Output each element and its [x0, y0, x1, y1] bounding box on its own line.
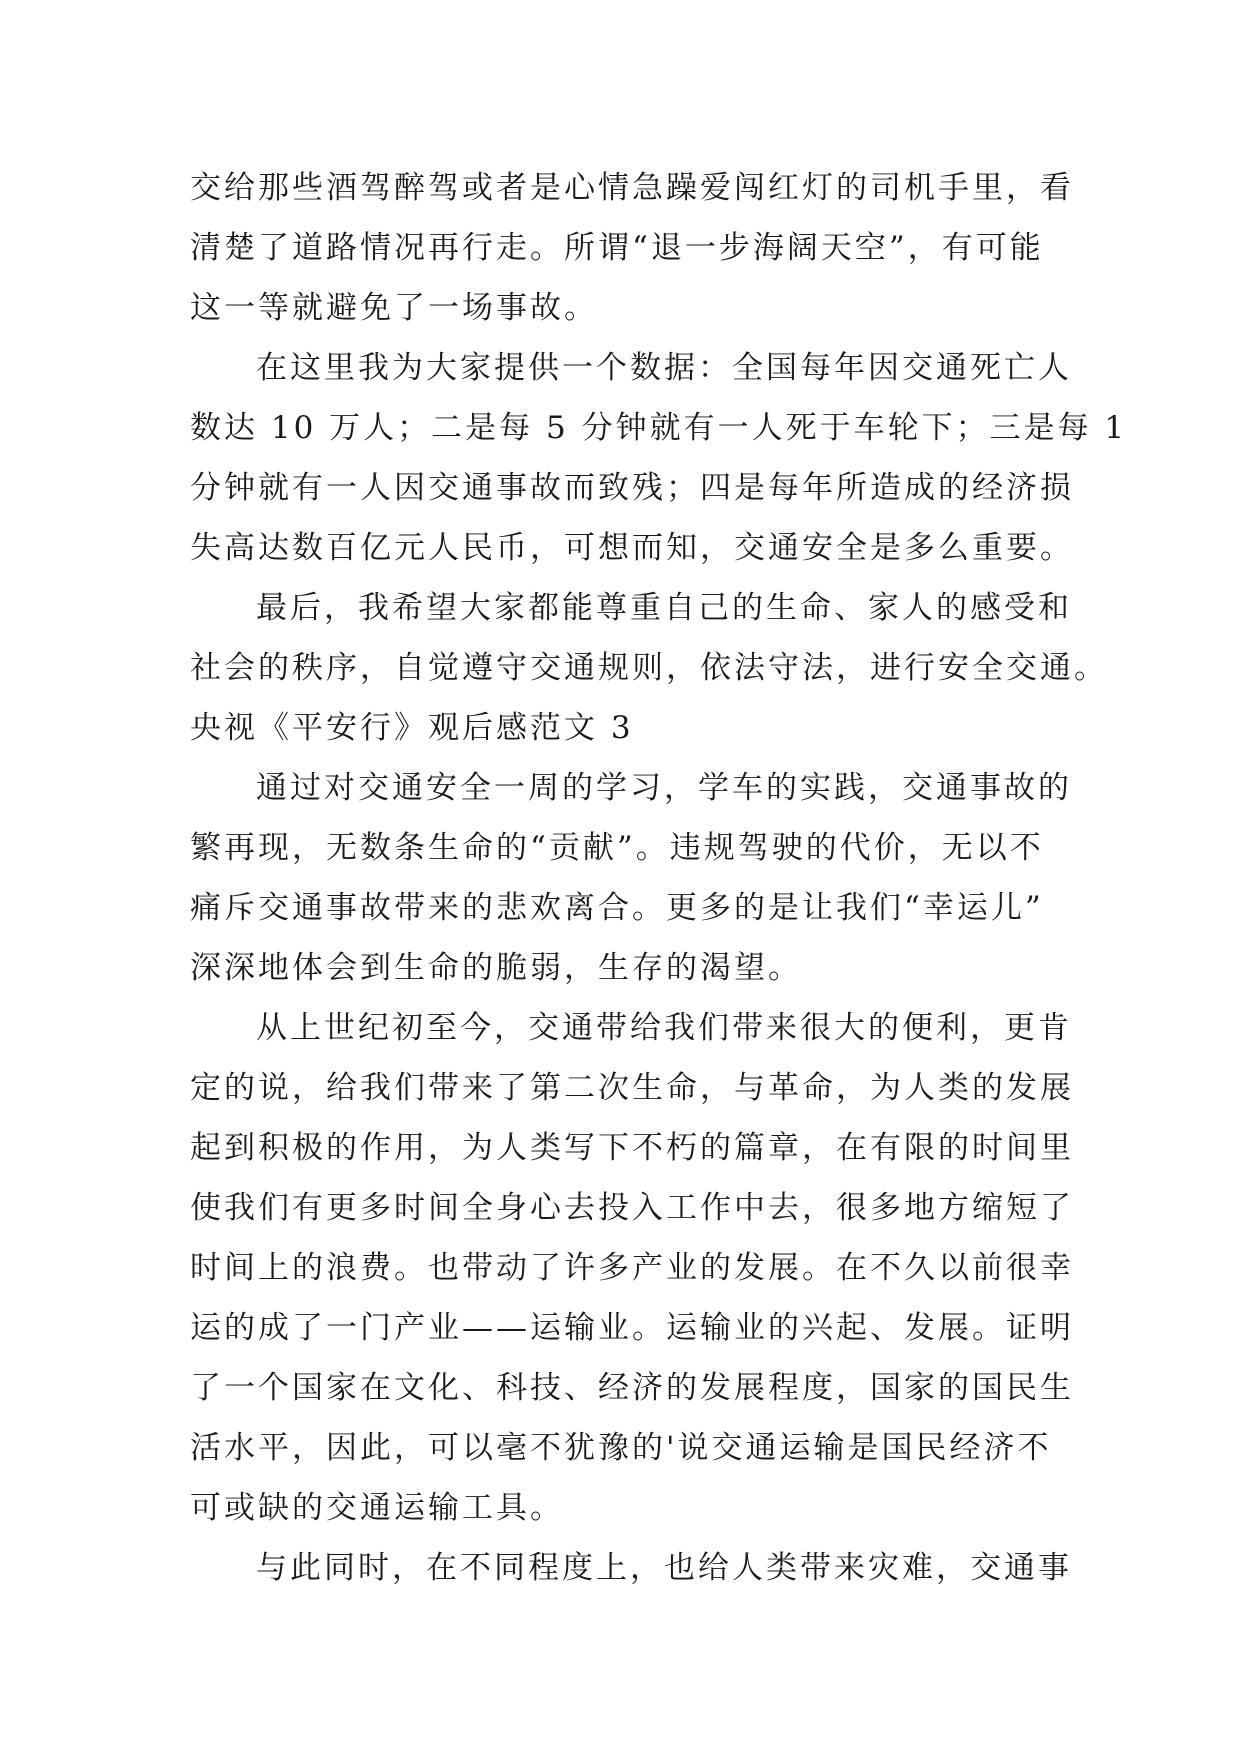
paragraph-line: 交给那些酒驾醉驾或者是心情急躁爱闯红灯的司机手里，看	[190, 170, 1074, 206]
paragraph-line: 失高达数百亿元人民币，可想而知，交通安全是多么重要。	[190, 530, 1074, 566]
section-heading: 央视《平安行》观后感范文 3	[190, 710, 634, 746]
paragraph-line: 这一等就避免了一场事故。	[190, 290, 598, 326]
paragraph-line: 数达 10 万人；二是每 5 分钟就有一人死于车轮下；三是每 1	[190, 410, 1128, 446]
paragraph-line: 可或缺的交通运输工具。	[190, 1490, 564, 1526]
paragraph-line: 使我们有更多时间全身心去投入工作中去，很多地方缩短了	[190, 1190, 1074, 1226]
paragraph-line: 痛斥交通事故带来的悲欢离合。更多的是让我们“幸运儿”	[190, 890, 1044, 926]
paragraph-line: 繁再现，无数条生命的“贡献”。违规驾驶的代价，无以不	[190, 830, 1044, 866]
paragraph-line: 深深地体会到生命的脆弱，生存的渴望。	[190, 950, 802, 986]
paragraph-line: 起到积极的作用，为人类写下不朽的篇章，在有限的时间里	[190, 1130, 1074, 1166]
paragraph-line: 社会的秩序，自觉遵守交通规则，依法守法，进行安全交通。	[190, 650, 1108, 686]
paragraph-line: 从上世纪初至今，交通带给我们带来很大的便利，更肯	[256, 1010, 1072, 1046]
paragraph-line: 了一个国家在文化、科技、经济的发展程度，国家的国民生	[190, 1370, 1074, 1406]
paragraph-line: 分钟就有一人因交通事故而致残；四是每年所造成的经济损	[190, 470, 1074, 506]
paragraph-line: 清楚了道路情况再行走。所谓“退一步海阔天空”，有可能	[190, 230, 1044, 266]
paragraph-line: 通过对交通安全一周的学习，学车的实践，交通事故的	[256, 770, 1072, 806]
paragraph-line: 最后，我希望大家都能尊重自己的生命、家人的感受和	[256, 590, 1072, 626]
paragraph-line: 与此同时，在不同程度上，也给人类带来灾难，交通事	[256, 1550, 1072, 1586]
paragraph-line: 时间上的浪费。也带动了许多产业的发展。在不久以前很幸	[190, 1250, 1074, 1286]
paragraph-line: 活水平，因此，可以毫不犹豫的'说交通运输是国民经济不	[190, 1430, 1052, 1466]
paragraph-line: 运的成了一门产业——运输业。运输业的兴起、发展。证明	[190, 1310, 1074, 1346]
document-body	[190, 158, 1128, 1598]
paragraph-line: 在这里我为大家提供一个数据：全国每年因交通死亡人	[256, 350, 1072, 386]
paragraph-line: 定的说，给我们带来了第二次生命，与革命，为人类的发展	[190, 1070, 1074, 1106]
